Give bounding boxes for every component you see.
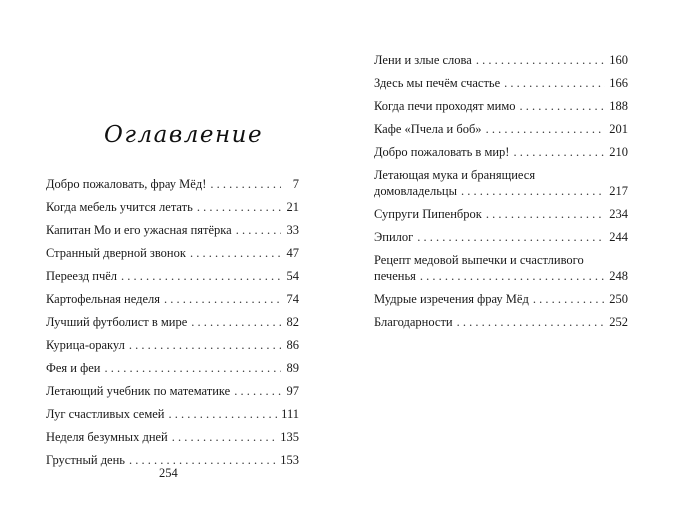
toc-entry [46,245,299,268]
dot-leader [476,52,605,68]
dot-leader [234,383,281,399]
dot-leader [129,337,281,353]
toc-entry-page: 153 [280,453,299,467]
toc-entry-page: 47 [286,246,299,260]
toc-title: Оглавление [104,122,264,148]
toc-entry [46,176,299,199]
toc-entry [46,268,299,291]
toc-entry [46,429,299,452]
toc-entry-title: Летающий учебник по математике [46,384,231,398]
toc-entry-title: Курица-оракул [46,338,125,352]
toc-entry-page: 86 [286,338,299,352]
toc-entry-title: Странный дверной звонок [46,246,186,260]
dot-leader [486,206,605,222]
toc-entry-page: 252 [609,315,628,329]
dot-leader [210,176,281,192]
toc-entry-page: 210 [609,145,628,159]
toc-entry-page: 135 [280,430,299,444]
dot-leader [236,222,281,238]
toc-entry-title: Картофельная неделя [46,292,161,306]
dot-leader [461,183,605,199]
toc-entry-page: 250 [609,292,628,306]
toc-entry [374,252,628,291]
toc-entry-page: 111 [281,407,299,421]
dot-leader [504,75,605,91]
toc-entry-page: 166 [609,76,628,90]
toc-entry-title: Здесь мы печём счастье [374,76,501,90]
toc-entry [46,406,299,429]
dot-leader [121,268,281,284]
toc-entry-page: 89 [286,361,299,375]
toc-entry-title-line1: Летающая мука и бранящиеся [374,168,536,182]
dot-leader [513,144,605,160]
toc-entry [46,383,299,406]
toc-entry-page: 201 [609,122,628,136]
toc-entry [374,167,628,206]
toc-entry [46,360,299,383]
toc-entry-title: Грустный день [46,453,125,467]
toc-entry-page: 74 [286,292,299,306]
toc-entry-title: Добро пожаловать в мир! [374,145,510,159]
dot-leader [520,98,606,114]
toc-entry [374,291,628,314]
toc-entry-page: 82 [286,315,299,329]
toc-entry [374,98,628,121]
toc-entry-title: Когда мебель учится летать [46,200,193,214]
toc-entry-title-line1: Рецепт медовой выпечки и счастливого [374,253,584,267]
toc-list-left [46,176,299,475]
toc-entry [46,199,299,222]
toc-list-right [374,52,628,337]
right-page [337,0,674,518]
dot-leader [533,291,605,307]
dot-leader [104,360,281,376]
toc-entry-title-line2: домовладельцы [374,184,457,198]
toc-entry-title: Мудрые изречения фрау Мёд [374,292,529,306]
dot-leader [486,121,606,137]
dot-leader [164,291,281,307]
dot-leader [129,452,276,468]
toc-entry-title: Переезд пчёл [46,269,118,283]
toc-entry [46,291,299,314]
toc-entry-title: Супруги Пипенброк [374,207,482,221]
toc-entry-page: 7 [292,177,299,191]
toc-entry-title: Благодарности [374,315,453,329]
toc-entry [374,314,628,337]
toc-entry-title: Лучший футболист в мире [46,315,188,329]
toc-entry-page: 244 [609,230,628,244]
toc-entry-page: 21 [286,200,299,214]
toc-entry-page: 160 [609,53,628,67]
toc-entry [46,314,299,337]
toc-entry [374,75,628,98]
toc-entry [374,144,628,167]
toc-entry-title-line2: печенья [374,269,416,283]
toc-entry-title: Когда печи проходят мимо [374,99,516,113]
toc-entry [374,229,628,252]
toc-entry-page: 54 [286,269,299,283]
dot-leader [190,245,281,261]
dot-leader [172,429,277,445]
toc-entry-page: 188 [609,99,628,113]
toc-entry [46,222,299,245]
toc-entry-title: Фея и феи [46,361,101,375]
toc-entry-title: Капитан Мо и его ужасная пятёрка [46,223,232,237]
toc-entry [46,337,299,360]
toc-entry-title: Кафе «Пчела и боб» [374,122,482,136]
toc-entry-page: 248 [609,269,628,283]
dot-leader [417,229,605,245]
dot-leader [197,199,281,215]
toc-entry-title: Эпилог [374,230,414,244]
toc-entry-page: 33 [286,223,299,237]
toc-entry [374,52,628,75]
dot-leader [191,314,281,330]
toc-entry-page: 217 [609,184,628,198]
toc-entry-title: Неделя безумных дней [46,430,168,444]
page-number: 254 [159,466,178,480]
dot-leader [457,314,606,330]
toc-entry-title: Лени и злые слова [374,53,472,67]
toc-entry-page: 97 [286,384,299,398]
dot-leader [169,406,278,422]
toc-entry-title: Луг счастливых семей [46,407,165,421]
toc-entry-title: Добро пожаловать, фрау Мёд! [46,177,207,191]
toc-entry [374,121,628,144]
dot-leader [420,268,605,284]
toc-entry [374,206,628,229]
toc-entry-page: 234 [609,207,628,221]
